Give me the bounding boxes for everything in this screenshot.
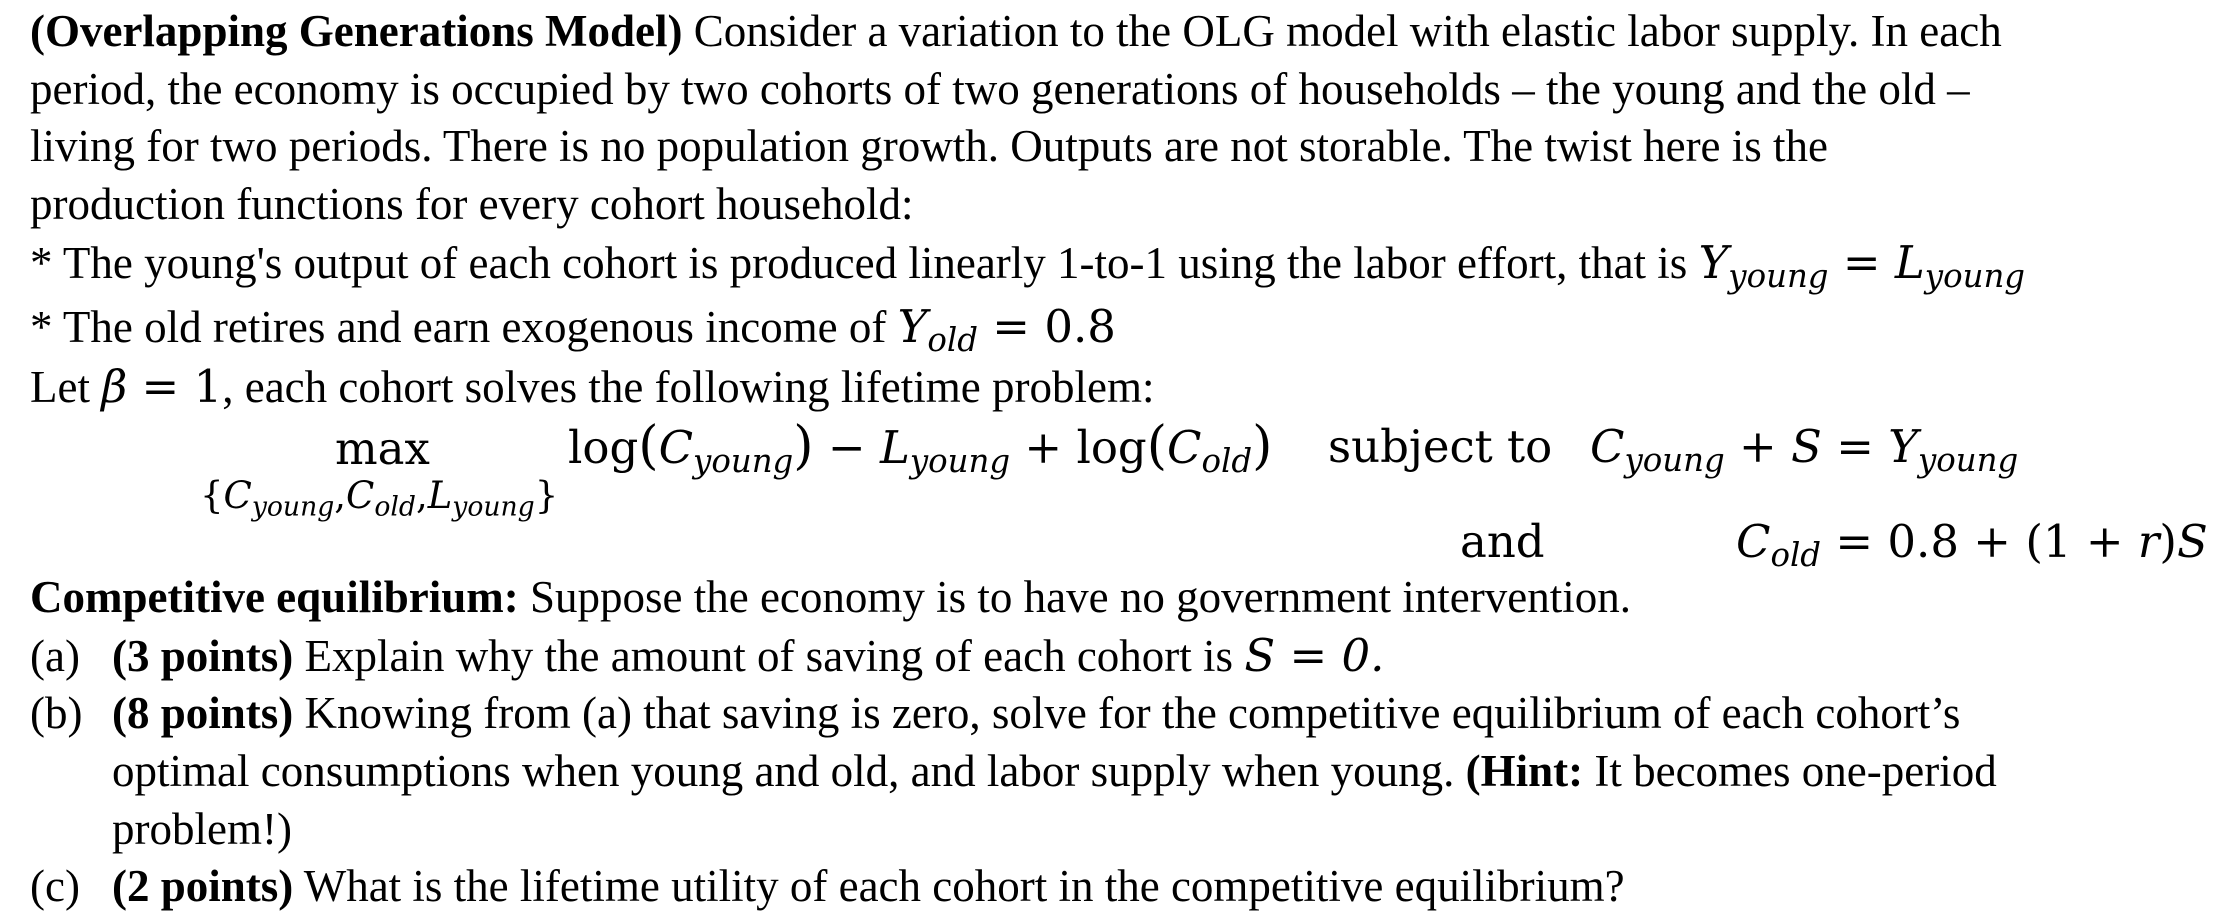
budget-constraint-old: $C_{old} = 0.8 + (1 + r)S$ xyxy=(1736,515,2208,575)
bullet-old-income: * The old retires and earn exogenous income of $Y_{old} = 0.8$ xyxy=(30,300,1116,360)
budget-constraint-young: $C_{young} + S = Y_{young}$ xyxy=(1590,420,2019,480)
intro-line-3: living for two periods. There is no population growth. Outputs are not storable. The twist here is the xyxy=(30,121,1829,171)
part-b-points: (8 points) xyxy=(112,688,294,738)
max-operator: max xyxy=(335,422,430,475)
beta-equation: β = 1 xyxy=(101,360,223,413)
let-beta-line: Let β = 1, each cohort solves the following lifetime problem: xyxy=(30,360,1155,413)
hint-label: (Hint: xyxy=(1465,746,1584,796)
part-c-label: (c) xyxy=(30,861,80,911)
intro-text: Consider a variation to the OLG model with elastic labor supply. In each xyxy=(682,6,2002,56)
part-b: (b) (8 points) Knowing from (a) that saving is zero, solve for the competitive equilibrium of each cohort’s xyxy=(30,685,1960,743)
choice-variables: $\{C_{young},C_{old},L_{young}\}$ xyxy=(200,474,559,523)
part-a-points: (3 points) xyxy=(112,631,294,681)
objective-function: $\log(C_{young}) - L_{young} + \log(C_{old})$ xyxy=(568,416,1273,481)
young-production-equation: $Y_{young} = L_{young}$ xyxy=(1698,236,2026,296)
part-b-label: (b) xyxy=(30,688,83,738)
part-c-points: (2 points) xyxy=(112,861,294,911)
part-b-line-2: optimal consumptions when young and old, and labor supply when young. (Hint: It becomes one-period xyxy=(112,746,1997,796)
part-b-line-3: problem!) xyxy=(112,804,292,854)
intro-line-2: period, the economy is occupied by two cohorts of two generations of households – the young and the old – xyxy=(30,64,1970,114)
problem-title: (Overlapping Generations Model) xyxy=(30,6,683,56)
bullet-young-output: * The young's output of each cohort is produced linearly 1-to-1 using the labor effort, that is $Y_{young} = L_{young}$ xyxy=(30,236,2026,296)
ce-heading: Competitive equilibrium: xyxy=(30,572,519,622)
and-label: and xyxy=(1460,515,1545,568)
part-a-label: (a) xyxy=(30,631,80,681)
part-a-saving: S = 0. xyxy=(1244,629,1385,682)
subject-to-label: subject to xyxy=(1328,420,1553,473)
part-a: (a) (3 points) Explain why the amount of saving of each cohort is S = 0. xyxy=(30,627,1384,686)
part-c: (c) (2 points) What is the lifetime utility of each cohort in the competitive equilibrium? xyxy=(30,858,1625,916)
competitive-equilibrium-line: Competitive equilibrium: Suppose the economy is to have no government intervention. xyxy=(30,572,1631,622)
intro-line-1 xyxy=(30,3,2002,61)
intro-line-4: production functions for every cohort household: xyxy=(30,179,914,229)
old-income-equation: $Y_{old} = 0.8$ xyxy=(897,300,1116,360)
